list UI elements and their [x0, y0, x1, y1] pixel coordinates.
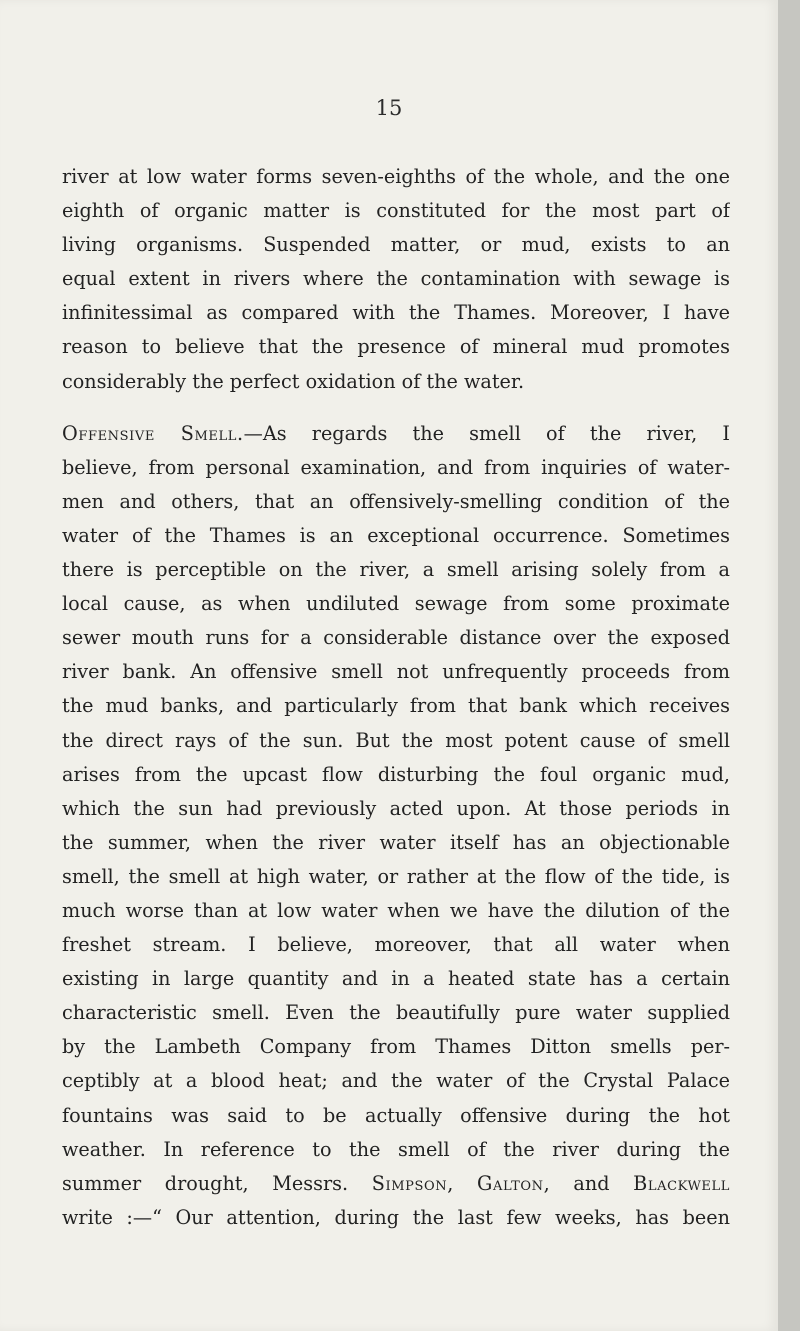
- text-line: the mud banks, and particularly from that bank which receives: [62, 694, 730, 718]
- text-line: the summer, when the river water itself has an objectionable: [62, 830, 730, 854]
- author-name: Simpson: [371, 1171, 448, 1195]
- text-line: considerably the perfect oxidation of the water.: [62, 369, 525, 393]
- text-line: living organisms. Suspended matter, or mud, exists to an: [62, 233, 730, 257]
- text-line: infinitessimal as compared with the Thames. Moreover, I have: [62, 301, 730, 325]
- text-line: sewer mouth runs for a considerable distance over the exposed: [62, 626, 730, 650]
- author-name: Galton: [477, 1171, 544, 1195]
- text-line: water of the Thames is an exceptional occurrence. Sometimes: [62, 523, 730, 547]
- heading-line-rest: —As regards the smell of the river, I: [243, 421, 730, 445]
- text-line: river bank. An offensive smell not unfrequently proceeds from: [62, 660, 730, 684]
- text-line: weather. In reference to the smell of the river during the: [62, 1137, 730, 1161]
- text-line: existing in large quantity and in a heated state has a certain: [62, 967, 730, 991]
- text-line: fountains was said to be actually offensive during the hot: [62, 1103, 730, 1127]
- text-line: much worse than at low water when we have the dilution of the: [62, 898, 730, 922]
- text-line: river at low water forms seven-eighths of the whole, and the one: [62, 165, 730, 188]
- names-prefix: summer drought, Messrs.: [62, 1171, 372, 1195]
- text-line: which the sun had previously acted upon. At those periods in: [62, 796, 730, 820]
- text-line: believe, from personal examination, and from inquiries of water-: [62, 455, 730, 479]
- text-line: by the Lambeth Company from Thames Ditton smells per-: [62, 1035, 730, 1059]
- names-separator: ,: [447, 1171, 478, 1195]
- text-line: freshet stream. I believe, moreover, that all water when: [62, 933, 730, 957]
- text-line: reason to believe that the presence of mineral mud promotes: [62, 335, 730, 359]
- author-name: Blackwell: [633, 1171, 730, 1195]
- text-line: characteristic smell. Even the beautifully pure water supplied: [62, 1001, 730, 1025]
- text-line: [62, 417, 730, 451]
- text-line: write :—“ Our attention, during the last few weeks, has been: [62, 1205, 730, 1229]
- text-line: men and others, that an offensively-smelling condition of the: [62, 489, 730, 513]
- text-line: equal extent in rivers where the contamination with sewage is: [62, 267, 730, 291]
- section-heading: Offensive Smell.: [62, 421, 244, 445]
- text-line: there is perceptible on the river, a smell arising solely from a: [62, 558, 730, 582]
- text-line: smell, the smell at high water, or rather at the flow of the tide, is: [62, 864, 730, 888]
- page-number: 15: [375, 96, 403, 120]
- text-line: [62, 1167, 730, 1201]
- body-text: [62, 160, 730, 1235]
- text-line: ceptibly at a blood heat; and the water of the Crystal Palace: [62, 1069, 730, 1093]
- text-line: arises from the upcast flow disturbing the foul organic mud,: [62, 762, 730, 786]
- scan-background-edge: [778, 0, 800, 1331]
- names-separator: , and: [543, 1171, 634, 1195]
- text-line: local cause, as when undiluted sewage from some proximate: [62, 592, 730, 616]
- paragraph-gap: [62, 399, 730, 417]
- text-line: eighth of organic matter is constituted for the most part of: [62, 199, 730, 223]
- text-line: the direct rays of the sun. But the most potent cause of smell: [62, 728, 730, 752]
